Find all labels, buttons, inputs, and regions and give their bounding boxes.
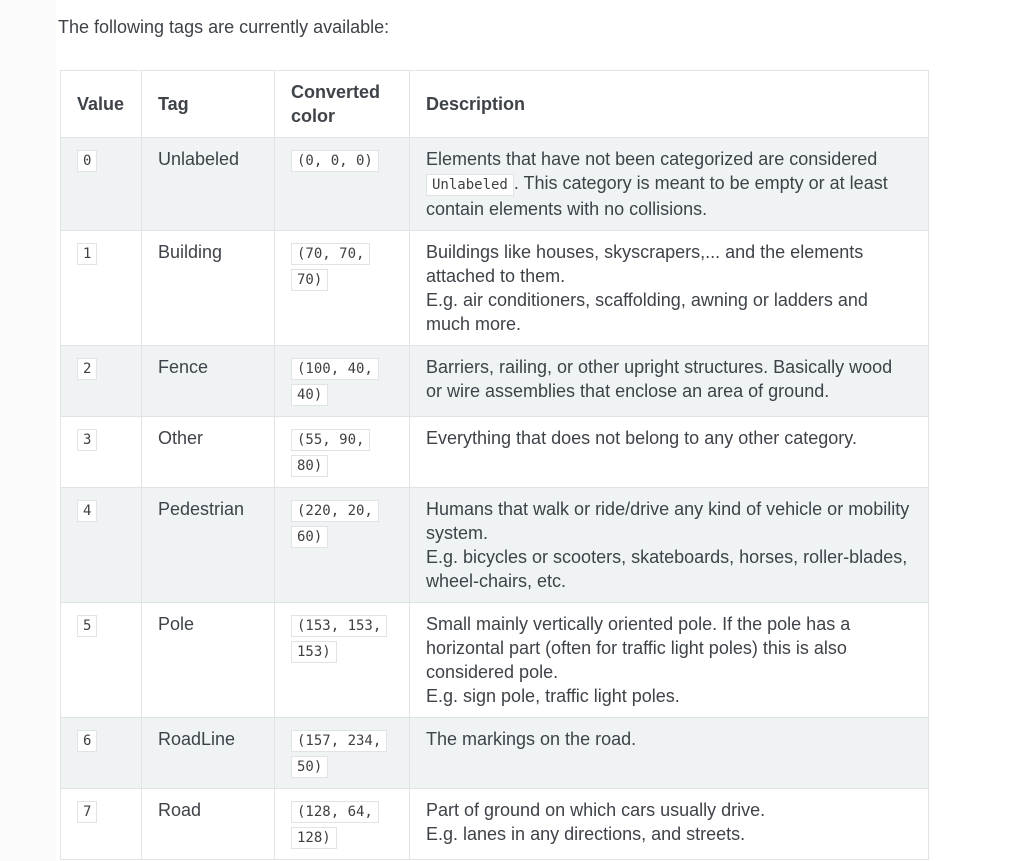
value-code: 5 bbox=[77, 615, 97, 637]
color-code: (128, 64, 128) bbox=[291, 801, 379, 849]
description-cell bbox=[410, 231, 929, 346]
table-row-road bbox=[61, 789, 929, 860]
description-text: . This category is meant to be empty or at least contain elements with no collisions. bbox=[426, 173, 888, 219]
table-row-building bbox=[61, 231, 929, 346]
value-code: 4 bbox=[77, 500, 97, 522]
table-row-pole bbox=[61, 603, 929, 718]
column-header-description: Description bbox=[410, 71, 929, 138]
description-cell bbox=[410, 718, 929, 789]
description-cell bbox=[410, 789, 929, 860]
color-cell bbox=[275, 718, 410, 789]
tag-cell: Other bbox=[142, 417, 275, 488]
value-code: 6 bbox=[77, 730, 97, 752]
color-code: (0, 0, 0) bbox=[291, 150, 379, 172]
column-header-value: Value bbox=[61, 71, 142, 138]
color-code: (157, 234, 50) bbox=[291, 730, 387, 778]
color-cell bbox=[275, 346, 410, 417]
tag-cell: Fence bbox=[142, 346, 275, 417]
color-code: (100, 40, 40) bbox=[291, 358, 379, 406]
value-code: 3 bbox=[77, 429, 97, 451]
description-line: Buildings like houses, skyscrapers,... and the elements attached to them. bbox=[426, 242, 864, 286]
description-line: Small mainly vertically oriented pole. If the pole has a horizontal part (often for traffic light poles) this is also considered pole. bbox=[426, 614, 851, 682]
tag-cell: Unlabeled bbox=[142, 138, 275, 231]
description-line: Humans that walk or ride/drive any kind of vehicle or mobility system. bbox=[426, 499, 910, 543]
table-row-fence bbox=[61, 346, 929, 417]
table-row-pedestrian bbox=[61, 488, 929, 603]
description-cell bbox=[410, 488, 929, 603]
description-text: Elements that have not been categorized are considered bbox=[426, 149, 878, 169]
color-code: (55, 90, 80) bbox=[291, 429, 370, 477]
value-cell bbox=[61, 603, 142, 718]
color-cell bbox=[275, 488, 410, 603]
description-line: The markings on the road. bbox=[426, 729, 637, 749]
value-code: 2 bbox=[77, 358, 97, 380]
value-cell bbox=[61, 138, 142, 231]
color-code: (153, 153, 153) bbox=[291, 615, 387, 663]
table-row-roadline bbox=[61, 718, 929, 789]
tag-cell: Pedestrian bbox=[142, 488, 275, 603]
color-cell bbox=[275, 603, 410, 718]
page-left-gutter bbox=[0, 0, 56, 861]
value-cell bbox=[61, 231, 142, 346]
color-code: (220, 20, 60) bbox=[291, 500, 379, 548]
color-cell bbox=[275, 417, 410, 488]
column-header-tag: Tag bbox=[142, 71, 275, 138]
intro-text: The following tags are currently available: bbox=[58, 17, 390, 37]
value-cell bbox=[61, 488, 142, 603]
description-line: E.g. sign pole, traffic light poles. bbox=[426, 686, 680, 706]
table-row-unlabeled bbox=[61, 138, 929, 231]
inline-code-unlabeled: Unlabeled bbox=[426, 174, 514, 196]
value-cell bbox=[61, 789, 142, 860]
tag-cell: Pole bbox=[142, 603, 275, 718]
description-cell bbox=[410, 138, 929, 231]
color-cell bbox=[275, 231, 410, 346]
description-line: Barriers, railing, or other upright structures. Basically wood or wire assemblies that enclose an area of ground. bbox=[426, 357, 893, 401]
value-cell bbox=[61, 718, 142, 789]
table-header-row bbox=[61, 71, 929, 138]
column-header-converted-color: Converted color bbox=[275, 71, 410, 138]
color-cell bbox=[275, 789, 410, 860]
tag-cell: RoadLine bbox=[142, 718, 275, 789]
value-code: 0 bbox=[77, 150, 97, 172]
description-cell bbox=[410, 417, 929, 488]
docs-content bbox=[56, 0, 1018, 860]
tag-cell: Road bbox=[142, 789, 275, 860]
value-cell bbox=[61, 346, 142, 417]
value-code: 1 bbox=[77, 243, 97, 265]
color-code: (70, 70, 70) bbox=[291, 243, 370, 291]
value-cell bbox=[61, 417, 142, 488]
description-line: Everything that does not belong to any other category. bbox=[426, 428, 857, 448]
semantic-tags-table bbox=[60, 70, 929, 860]
description-line: E.g. lanes in any directions, and streets. bbox=[426, 824, 746, 844]
description-line: E.g. bicycles or scooters, skateboards, horses, roller-blades, wheel-chairs, etc. bbox=[426, 547, 908, 591]
description-cell bbox=[410, 603, 929, 718]
description-cell bbox=[410, 346, 929, 417]
table-row-other bbox=[61, 417, 929, 488]
value-code: 7 bbox=[77, 801, 97, 823]
description-line: E.g. air conditioners, scaffolding, awning or ladders and much more. bbox=[426, 290, 868, 334]
color-cell bbox=[275, 138, 410, 231]
description-line: Part of ground on which cars usually drive. bbox=[426, 800, 766, 820]
tag-cell: Building bbox=[142, 231, 275, 346]
